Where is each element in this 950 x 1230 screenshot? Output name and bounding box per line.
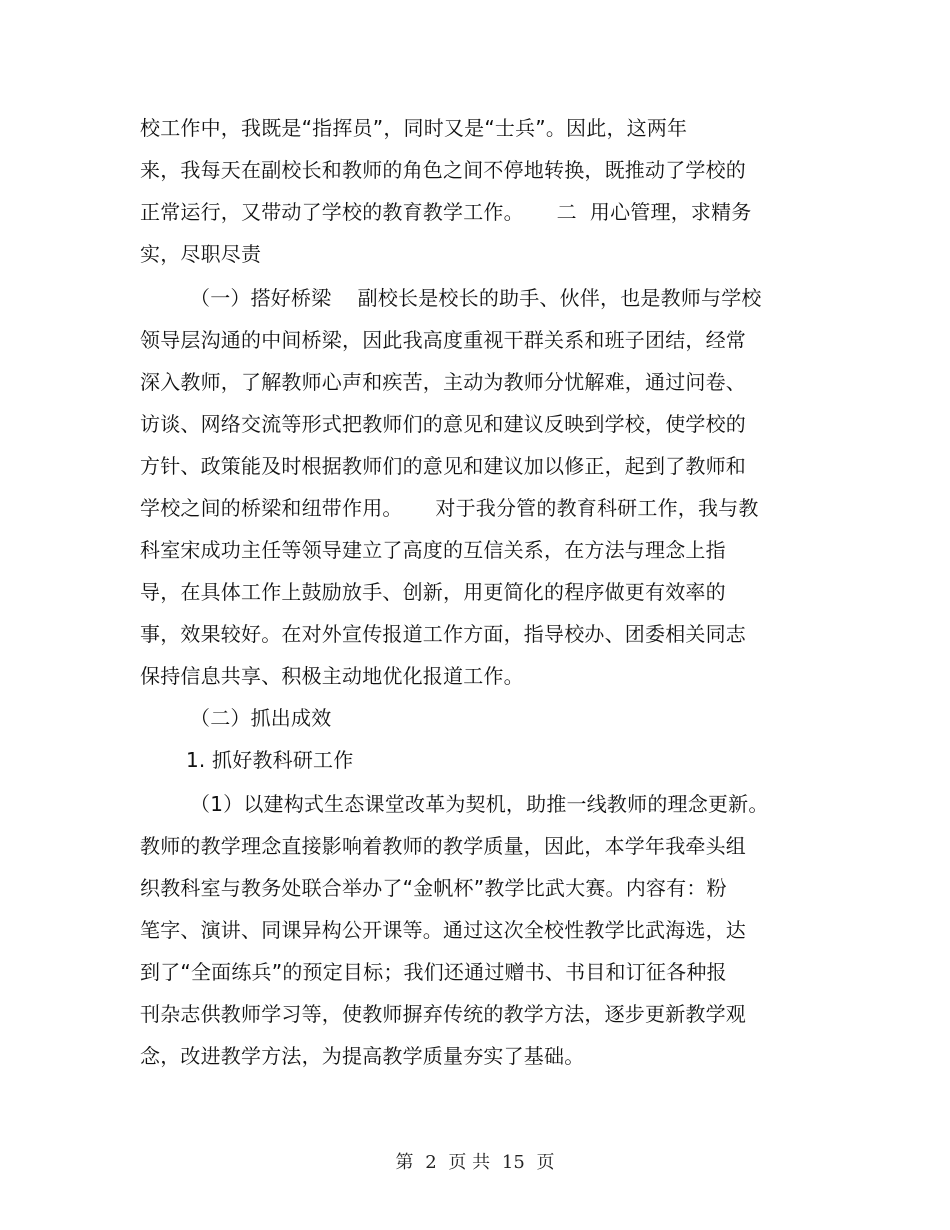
- text-line: 校工作中，我既是“指挥员”，同时又是“士兵”。因此，这两年: [140, 116, 688, 140]
- text-line: 教师的教学理念直接影响着教师的教学质量，因此，本学年我牵头组: [140, 834, 746, 858]
- footer-prefix: 第: [395, 1152, 414, 1173]
- text-line: 实，尽职尽责: [140, 242, 262, 266]
- footer-suffix: 页: [536, 1152, 555, 1173]
- text-line: （1）以建构式生态课堂改革为契机，助推一线教师的理念更新。: [190, 792, 769, 816]
- text-line: 保持信息共享、积极主动地优化报道工作。: [140, 664, 524, 688]
- text-line: 正常运行，又带动了学校的教育教学工作。 二 用心管理，求精务: [140, 200, 752, 224]
- text-line: 刊杂志供教师学习等，使教师摒弃传统的教学方法，逐步更新教学观: [140, 1002, 746, 1026]
- text-line: 学校之间的桥梁和纽带作用。 对于我分管的教育科研工作，我与教: [140, 496, 759, 520]
- text-line: 笔字、演讲、同课异构公开课等。通过这次全校性教学比武海选，达: [140, 918, 746, 942]
- text-line: 事，效果较好。在对外宣传报道工作方面，指导校办、团委相关同志: [140, 622, 746, 646]
- footer-mid: 页 共: [448, 1152, 491, 1173]
- text-line: 领导层沟通的中间桥梁，因此我高度重视干群关系和班子团结，经常: [140, 328, 746, 352]
- text-line: 到了“全面练兵”的预定目标；我们还通过赠书、书目和订征各种报: [140, 960, 727, 984]
- section-heading: （二）抓出成效: [190, 706, 332, 730]
- text-line: 科室宋成功主任等领导建立了高度的互信关系，在方法与理念上指: [140, 538, 726, 562]
- text-line: 念，改进教学方法，为提高教学质量夯实了基础。: [140, 1044, 585, 1068]
- footer-page-number: 2: [425, 1152, 437, 1173]
- text-line: 深入教师，了解教师心声和疾苦，主动为教师分忧解难，通过问卷、: [140, 370, 746, 394]
- text-line: 织教科室与教务处联合举办了“金帆杯”教学比武大赛。内容有：粉: [140, 876, 727, 900]
- text-line: 导，在具体工作上鼓励放手、创新，用更简化的程序做更有效率的: [140, 580, 726, 604]
- text-line: （一）搭好桥梁 副校长是校长的助手、伙伴，也是教师与学校: [190, 286, 762, 310]
- subsection-heading: 1. 抓好教科研工作: [186, 748, 354, 772]
- page-footer: [0, 1152, 950, 1174]
- text-line: 来，我每天在副校长和教师的角色之间不停地转换，既推动了学校的: [140, 158, 746, 182]
- footer-total-pages: 15: [501, 1152, 525, 1173]
- text-line: 方针、政策能及时根据教师们的意见和建议加以修正，起到了教师和: [140, 454, 746, 478]
- text-line: 访谈、网络交流等形式把教师们的意见和建议反映到学校，使学校的: [140, 412, 746, 436]
